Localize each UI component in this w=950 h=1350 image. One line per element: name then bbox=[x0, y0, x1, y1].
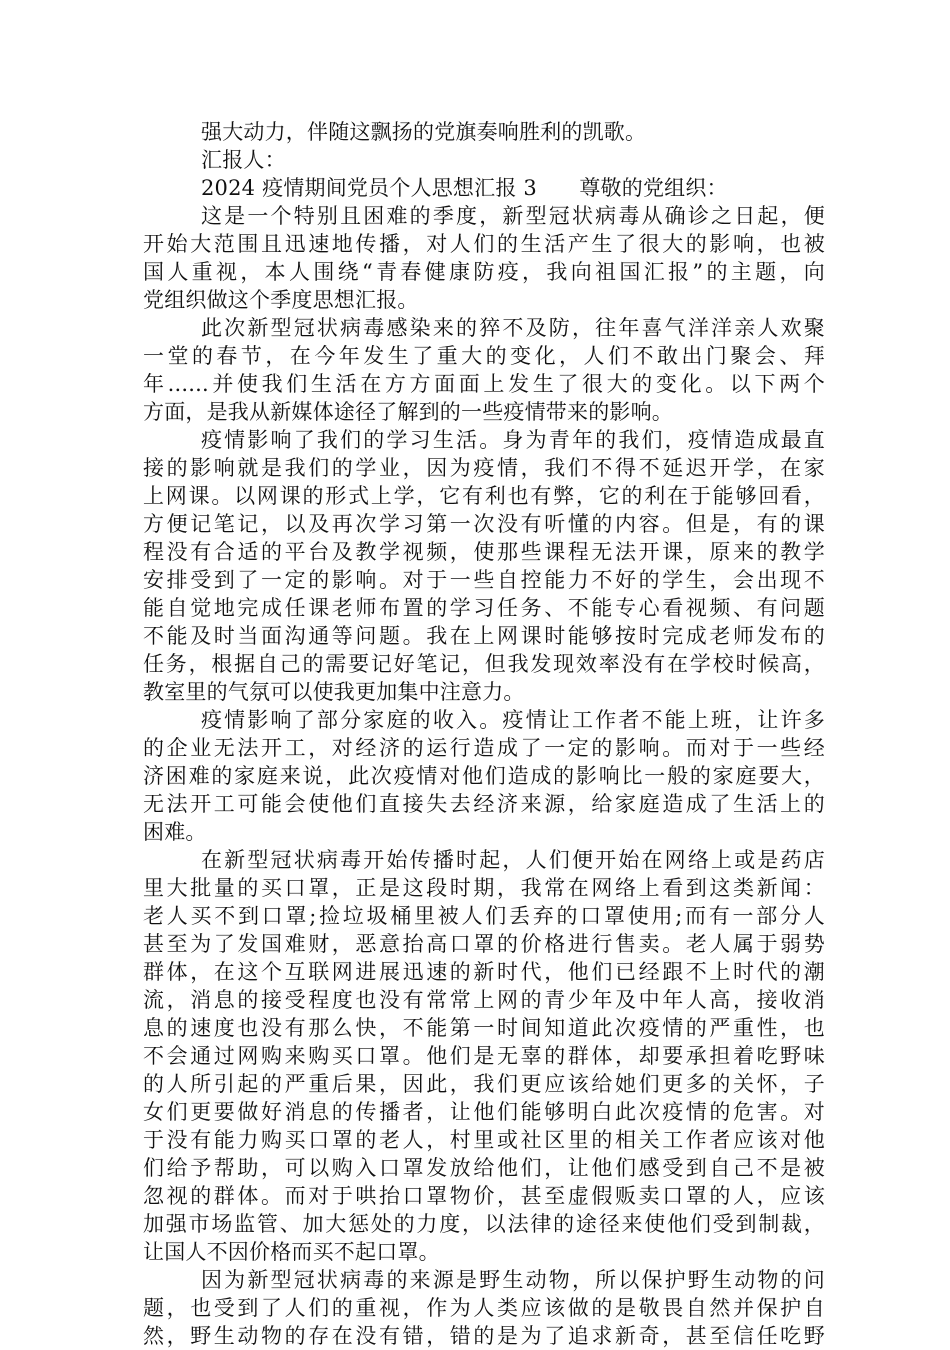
document-line: 方面，是我从新媒体途径了解到的一些疫情带来的影响。 bbox=[143, 400, 673, 424]
document-line: 让国人不因价格而买不起口罩。 bbox=[143, 1240, 440, 1264]
document-line: 济困难的家庭来说，此次疫情对他们造成的影响比一般的家庭要大， bbox=[143, 764, 825, 788]
document-line: 甚至为了发国难财，恶意抬高口罩的价格进行售卖。老人属于弱势 bbox=[143, 932, 825, 956]
document-line: 此次新型冠状病毒感染来的猝不及防，往年喜气洋洋亲人欢聚 bbox=[201, 316, 825, 340]
document-line: 的企业无法开工，对经济的运行造成了一定的影响。而对于一些经 bbox=[143, 736, 825, 760]
document-line: 年......并使我们生活在方方面面上发生了很大的变化。以下两个 bbox=[143, 372, 825, 396]
document-line: 无法开工可能会使他们直接失去经济来源，给家庭造成了生活上的 bbox=[143, 792, 825, 816]
document-line: 忽视的群体。而对于哄抬口罩物价，甚至虚假贩卖口罩的人，应该 bbox=[143, 1184, 825, 1208]
document-line: 安排受到了一定的影响。对于一些自控能力不好的学生，会出现不 bbox=[143, 568, 825, 592]
document-line: 题，也受到了人们的重视，作为人类应该做的是敬畏自然并保护自 bbox=[143, 1296, 825, 1320]
document-line: 的人所引起的严重后果，因此，我们更应该给她们更多的关怀，子 bbox=[143, 1072, 825, 1096]
document-line: 强大动力，伴随这飘扬的党旗奏响胜利的凯歌。 bbox=[201, 120, 647, 144]
document-line: 群体，在这个互联网进展迅速的新时代，他们已经跟不上时代的潮 bbox=[143, 960, 825, 984]
document-line: 开始大范围且迅速地传播，对人们的生活产生了很大的影响，也被 bbox=[143, 232, 825, 256]
document-line: 程没有合适的平台及教学视频，使那些课程无法开课，原来的教学 bbox=[143, 540, 825, 564]
document-line: 困难。 bbox=[143, 820, 207, 844]
document-line: 息的速度也没有那么快，不能第一时间知道此次疫情的严重性，也 bbox=[143, 1016, 825, 1040]
document-line: 加强市场监管、加大惩处的力度，以法律的途径来使他们受到制裁， bbox=[143, 1212, 825, 1236]
document-line: 接的影响就是我们的学业，因为疫情，我们不得不延迟开学，在家 bbox=[143, 456, 825, 480]
document-line: 上网课。以网课的形式上学，它有利也有弊，它的利在于能够回看， bbox=[143, 484, 825, 508]
document-line: 汇报人： bbox=[201, 148, 286, 172]
document-line: 不能及时当面沟通等问题。我在上网课时能够按时完成老师发布的 bbox=[143, 624, 825, 648]
document-line: 任务，根据自己的需要记好笔记，但我发现效率没有在学校时候高， bbox=[143, 652, 825, 676]
document-line: 疫情影响了部分家庭的收入。疫情让工作者不能上班，让许多 bbox=[201, 708, 825, 732]
document-line: 流，消息的接受程度也没有常常上网的青少年及中年人高，接收消 bbox=[143, 988, 825, 1012]
document-line: 老人买不到口罩;捡垃圾桶里被人们丢弃的口罩使用;而有一部分人 bbox=[143, 904, 825, 928]
document-line: 党组织做这个季度思想汇报。 bbox=[143, 288, 419, 312]
document-line: 然，野生动物的存在没有错，错的是为了追求新奇，甚至信任吃野 bbox=[143, 1324, 825, 1348]
document-line: 里大批量的买口罩，正是这段时期，我常在网络上看到这类新闻： bbox=[143, 876, 825, 900]
document-line: 方便记笔记，以及再次学习第一次没有听懂的内容。但是，有的课 bbox=[143, 512, 825, 536]
document-line: 2024 疫情期间党员个人思想汇报 3 尊敬的党组织： bbox=[201, 176, 728, 200]
document-line: 不会通过网购来购买口罩。他们是无辜的群体，却要承担着吃野味 bbox=[143, 1044, 825, 1068]
document-line: 在新型冠状病毒开始传播时起，人们便开始在网络上或是药店 bbox=[201, 848, 825, 872]
document-line: 国人重视，本人围绕“青春健康防疫，我向祖国汇报”的主题，向 bbox=[143, 260, 825, 284]
document-line: 教室里的气氛可以使我更加集中注意力。 bbox=[143, 680, 525, 704]
document-line: 女们更要做好消息的传播者，让他们能够明白此次疫情的危害。对 bbox=[143, 1100, 825, 1124]
document-line: 这是一个特别且困难的季度，新型冠状病毒从确诊之日起，便 bbox=[201, 204, 825, 228]
document-body bbox=[143, 118, 825, 1350]
document-line: 能自觉地完成任课老师布置的学习任务、不能专心看视频、有问题 bbox=[143, 596, 825, 620]
document-line: 们给予帮助，可以购入口罩发放给他们，让他们感受到自己不是被 bbox=[143, 1156, 825, 1180]
document-line: 一堂的春节，在今年发生了重大的变化，人们不敢出门聚会、拜 bbox=[143, 344, 825, 368]
document-line: 因为新型冠状病毒的来源是野生动物，所以保护野生动物的问 bbox=[201, 1268, 825, 1292]
document-line: 于没有能力购买口罩的老人，村里或社区里的相关工作者应该对他 bbox=[143, 1128, 825, 1152]
document-line: 疫情影响了我们的学习生活。身为青年的我们，疫情造成最直 bbox=[201, 428, 825, 452]
